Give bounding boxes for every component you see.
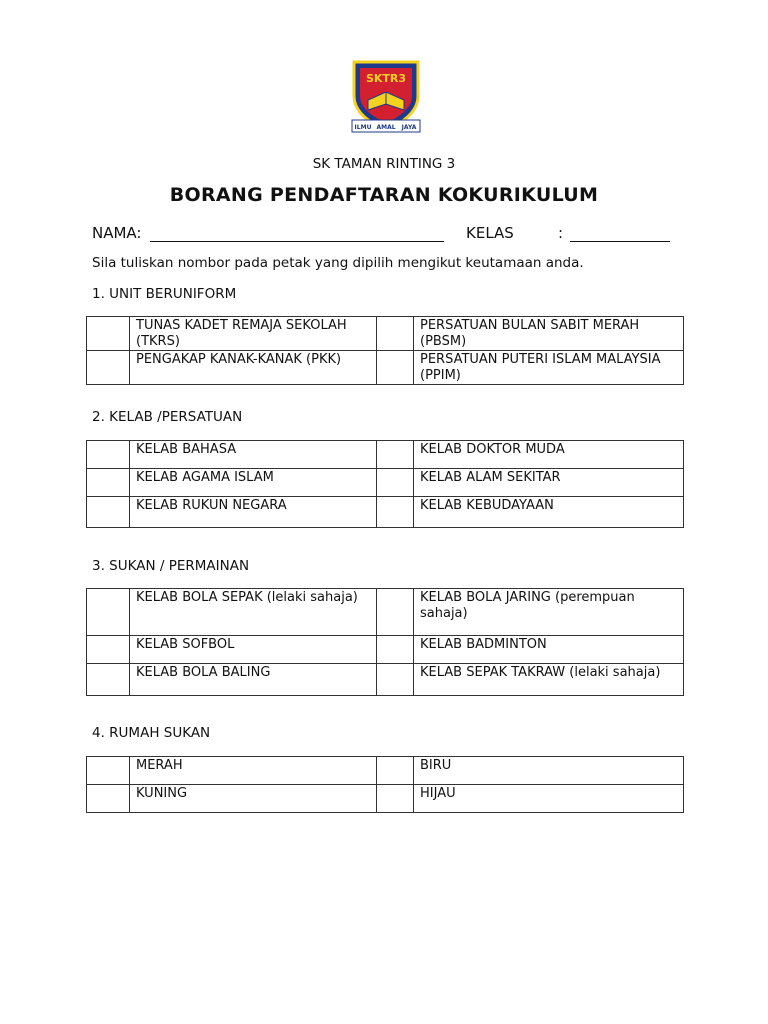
preference-box[interactable] [87,785,130,813]
preference-box[interactable] [87,469,130,497]
preference-box[interactable] [87,351,130,385]
name-field[interactable] [150,241,444,242]
motto-word: JAYA [401,124,417,131]
section-heading: 2. KELAB /PERSATUAN [92,409,243,425]
preference-box[interactable] [87,664,130,696]
preference-box[interactable] [87,757,130,785]
option-label: KELAB BAHASA [130,441,377,469]
table-row [87,664,684,696]
option-label: KELAB BOLA JARING (perempuan sahaja) [414,589,684,636]
option-label: TUNAS KADET REMAJA SEKOLAH (TKRS) [130,317,377,351]
form-title: BORANG PENDAFTARAN KOKURIKULUM [169,184,599,206]
option-label: PERSATUAN PUTERI ISLAM MALAYSIA (PPIM) [414,351,684,385]
class-field[interactable] [570,241,670,242]
motto-word: ILMU [354,124,372,131]
option-label: PENGAKAP KANAK-KANAK (PKK) [130,351,377,385]
options-table [86,440,684,528]
preference-box[interactable] [377,441,414,469]
preference-box[interactable] [377,351,414,385]
instruction-text: Sila tuliskan nombor pada petak yang dipilih mengikut keutamaan anda. [92,255,584,271]
preference-box[interactable] [377,636,414,664]
option-label: KELAB AGAMA ISLAM [130,469,377,497]
option-label: KUNING [130,785,377,813]
options-table [86,316,684,385]
name-label: NAMA: [92,224,142,242]
school-name: SK TAMAN RINTING 3 [312,156,456,172]
table-row [87,785,684,813]
section-heading: 1. UNIT BERUNIFORM [92,286,237,302]
preference-box[interactable] [87,497,130,528]
section-heading: 4. RUMAH SUKAN [92,725,211,741]
option-label: KELAB BOLA SEPAK (lelaki sahaja) [130,589,377,636]
school-crest-icon [346,56,426,136]
table-row [87,589,684,636]
table-row [87,441,684,469]
option-label: KELAB BOLA BALING [130,664,377,696]
options-table [86,588,684,696]
preference-box[interactable] [87,317,130,351]
table-row [87,351,684,385]
option-label: PERSATUAN BULAN SABIT MERAH (PBSM) [414,317,684,351]
option-label: KELAB DOKTOR MUDA [414,441,684,469]
option-label: HIJAU [414,785,684,813]
option-label: KELAB RUKUN NEGARA [130,497,377,528]
table-row [87,636,684,664]
preference-box[interactable] [377,497,414,528]
option-label: KELAB KEBUDAYAAN [414,497,684,528]
option-label: KELAB ALAM SEKITAR [414,469,684,497]
option-label: KELAB BADMINTON [414,636,684,664]
table-row [87,497,684,528]
class-label: KELAS [466,224,514,242]
preference-box[interactable] [377,589,414,636]
option-label: KELAB SEPAK TAKRAW (lelaki sahaja) [414,664,684,696]
option-label: BIRU [414,757,684,785]
preference-box[interactable] [377,785,414,813]
table-row [87,317,684,351]
preference-box[interactable] [377,469,414,497]
crest-text: SKTR3 [365,72,407,85]
preference-box[interactable] [377,757,414,785]
option-label: KELAB SOFBOL [130,636,377,664]
preference-box[interactable] [87,636,130,664]
name-class-row [92,224,692,246]
table-row [87,469,684,497]
option-label: MERAH [130,757,377,785]
preference-box[interactable] [87,441,130,469]
preference-box[interactable] [377,664,414,696]
table-row [87,757,684,785]
motto-word: AMAL [376,124,396,131]
preference-box[interactable] [377,317,414,351]
section-heading: 3. SUKAN / PERMAINAN [92,558,250,574]
options-table [86,756,684,813]
class-colon: : [558,224,564,242]
preference-box[interactable] [87,589,130,636]
